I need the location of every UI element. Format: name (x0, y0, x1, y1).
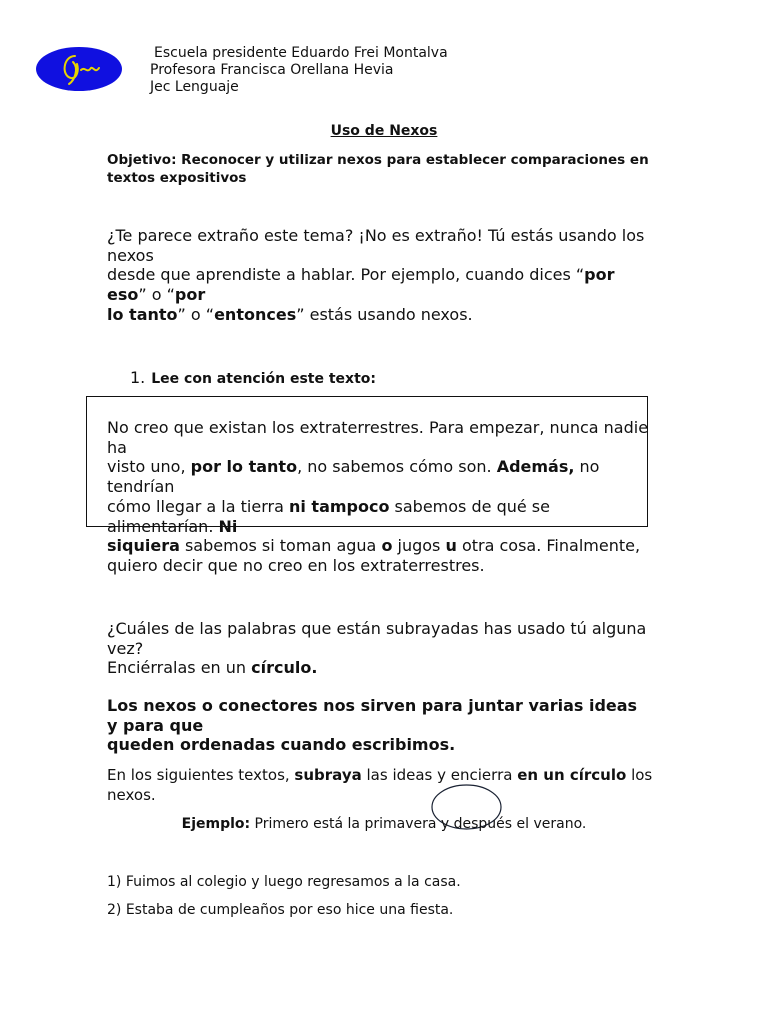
passage-line (107, 457, 648, 477)
bold-span: entonces (214, 304, 297, 324)
objective (107, 151, 667, 187)
instruction-label: Lee con atención este texto: (151, 371, 376, 387)
text-span: los (626, 766, 653, 784)
bold-span: Ni (218, 516, 238, 536)
passage-line (107, 497, 648, 517)
bold-span: Además, (496, 457, 575, 477)
objective-line: textos expositivos (107, 170, 247, 186)
example-label: Ejemplo: (181, 816, 251, 832)
course-name: Jec Lenguaje (150, 79, 239, 95)
question-line (107, 658, 667, 678)
text-span: desde que aprendiste a hablar. Por ejemplo, cuando dices “ (107, 265, 585, 285)
intro-line (107, 265, 667, 285)
intro-line: nexos (107, 245, 154, 265)
passage-text (107, 418, 648, 576)
intro-paragraph (107, 226, 667, 325)
bold-span: eso (107, 285, 139, 305)
page-title: Uso de Nexos (330, 123, 438, 139)
school-logo (35, 46, 123, 92)
passage-line: No creo que existan los extraterrestres. Para empezar, nunca nadie (107, 418, 649, 437)
text-span: cómo llegar a la tierra (107, 496, 289, 516)
text-span: las ideas y encierra (361, 766, 518, 784)
bold-span: ni tampoco (288, 496, 390, 516)
example-line (0, 816, 768, 832)
instruction-number: 1. (130, 368, 146, 387)
question-line: vez? (107, 638, 144, 658)
question-line: ¿Cuáles de las palabras que están subrayadas has usado tú alguna (107, 619, 647, 638)
text-span: visto uno, (107, 457, 191, 477)
text-span: Enciérralas en un (107, 658, 252, 678)
text-span: ” o “ (138, 285, 175, 305)
bold-span: u (445, 536, 457, 556)
explanation-paragraph (107, 696, 637, 755)
exercise-item: 1) Fuimos al colegio y luego regresamos a la casa. (107, 874, 461, 890)
task-line (107, 766, 652, 786)
text-span: sabemos de qué se (389, 496, 550, 516)
teacher-name: Profesora Francisca Orellana Hevia (150, 62, 394, 78)
text-span: , no sabemos cómo son. (297, 457, 497, 477)
passage-line (107, 517, 648, 537)
bold-span: en un círculo (517, 766, 627, 784)
explanation-line: queden ordenadas cuando escribimos. (107, 735, 456, 755)
intro-line (107, 285, 667, 305)
text-span: no (574, 457, 600, 477)
intro-line: ¿Te parece extraño este tema? ¡No es extraño! Tú estás usando los (107, 226, 645, 245)
passage-line (107, 536, 648, 556)
passage-line: tendrían (107, 477, 175, 497)
question-paragraph (107, 619, 667, 678)
bold-span: siquiera (107, 536, 180, 556)
passage-line: quiero decir que no creo en los extraterrestres. (107, 555, 485, 575)
objective-line: Objetivo: Reconocer y utilizar nexos para establecer comparaciones en (107, 152, 649, 168)
school-name: Escuela presidente Eduardo Frei Montalva (154, 45, 448, 61)
bold-span: por lo tanto (190, 457, 298, 477)
passage-line: ha (107, 437, 127, 457)
bold-span: por (174, 285, 206, 305)
bold-span: círculo. (251, 658, 318, 678)
text-span: jugos (392, 536, 446, 556)
explanation-line: y para que (107, 715, 204, 735)
bold-span: o (381, 536, 393, 556)
bold-span: lo tanto (107, 304, 178, 324)
bold-span: por (584, 265, 615, 285)
exercise-item: 2) Estaba de cumpleaños por eso hice una fiesta. (107, 902, 454, 918)
text-span: sabemos si toman agua (179, 536, 382, 556)
instruction-item (130, 368, 376, 387)
text-span: otra cosa. Finalmente, (456, 536, 641, 556)
task-paragraph (107, 766, 652, 805)
text-span: En los siguientes textos, (107, 766, 295, 784)
bold-span: subraya (294, 766, 362, 784)
explanation-line: Los nexos o conectores nos sirven para juntar varias ideas (107, 696, 638, 715)
text-span: ” o “ (177, 304, 215, 324)
example-text: Primero está la primavera y después el verano. (250, 816, 587, 832)
text-span: alimentarían. (107, 516, 219, 536)
text-span: ” estás usando nexos. (296, 304, 473, 324)
intro-line (107, 305, 667, 325)
task-line: nexos. (107, 785, 156, 804)
